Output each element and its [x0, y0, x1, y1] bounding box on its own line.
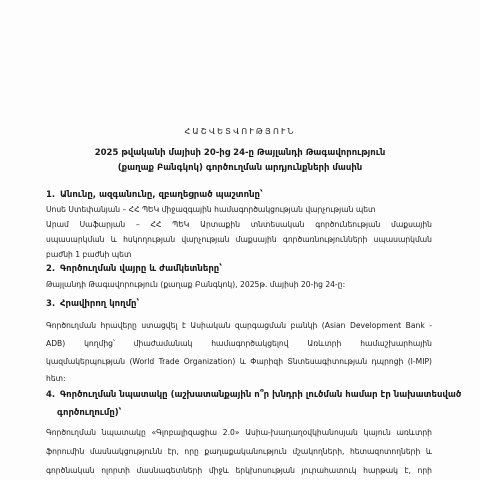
section-4-title-continued: գործուղումը)՝ [57, 408, 122, 418]
section-2-title-text: Գործուղման վայրը և ժամկետները՝ [59, 264, 222, 274]
section-3-line-3: կազմակերպության (World Trade Organization) և Փարիզի Տնտեսագիտության դպրոցի (I-MIP) [46, 357, 432, 366]
section-3-line-1: Գործուղման հրավերը ստացվել է Ասիական զարգացման բանկի (Asian Development Bank - [46, 321, 432, 330]
section-1-number: 1. [46, 190, 56, 200]
section-3-line-4: հետ: [46, 374, 66, 383]
section-2-line-1: Թայլանդի Թագավորություն (քաղաք Բանգկոկ), 2025թ. մայիսի 20-ից 24-ը: [46, 280, 346, 289]
section-4-title-text: Գործուղման նպատակը (աշխատանքային ո՞ր խնդրի լուծման համար էր նախատեսված [59, 390, 462, 400]
section-4-line-2: ֆորումին մասնակցությունն էր, որը քաղաքականություն մշակողների, հետազոտողների և [46, 447, 432, 456]
section-4-line-1: Գործուղման նպատակը «Գլոբալիզացիա 2.0» Ասիա-խաղաղօվկիանոսյան կայուն առևտրի [46, 428, 432, 437]
section-1-line-1: Սոսե Ստեփանյան – ՀՀ ՊԵԿ միջազգային համագործակցության վարչության պետ [46, 205, 376, 214]
section-1-line-3: սպասարկման և հսկողության վարչության մաքսային գործառնությունների սպասարկման [46, 235, 432, 244]
document-subtitle-line-1: 2025 թվականի մայիսի 20-ից 24-ը Թայլանդի Թագավորություն [94, 148, 386, 158]
section-1-title [46, 190, 263, 200]
section-1-line-4: բաժնի 1 բաժնի պետ [46, 250, 132, 259]
document-heading: ՀԱՇՎԵՏՎՈՒԹՅՈՒՆ [184, 127, 296, 136]
section-3-title [46, 299, 139, 309]
section-3-title-text: Հրավիրող կողմը՝ [59, 299, 140, 309]
section-4-title [46, 390, 461, 400]
section-1-line-2: Արամ Սաֆարյան – ՀՀ ՊԵԿ Արտաքին տնտեսական գործունեության մաքսային [46, 220, 432, 229]
section-2-number: 2. [46, 264, 56, 274]
section-4-number: 4. [46, 390, 56, 400]
section-2-title [46, 264, 222, 274]
section-3-number: 3. [46, 299, 56, 309]
document-subtitle-line-2: (քաղաք Բանգկոկ) գործուղման արդյունքների մասին [117, 163, 363, 173]
section-1-title-text: Անունը, ազգանունը, զբաղեցրած պաշտոնը՝ [59, 190, 263, 200]
section-4-line-3: գործնական ոլորտի մասնագետների միջև երկխոսության յուրահատուկ հարթակ է, որի [46, 466, 432, 475]
section-3-line-2: ADB) կողմից՝ միաժամանակ համագործակցելով Առևտրի համաշխարհային [46, 339, 432, 348]
